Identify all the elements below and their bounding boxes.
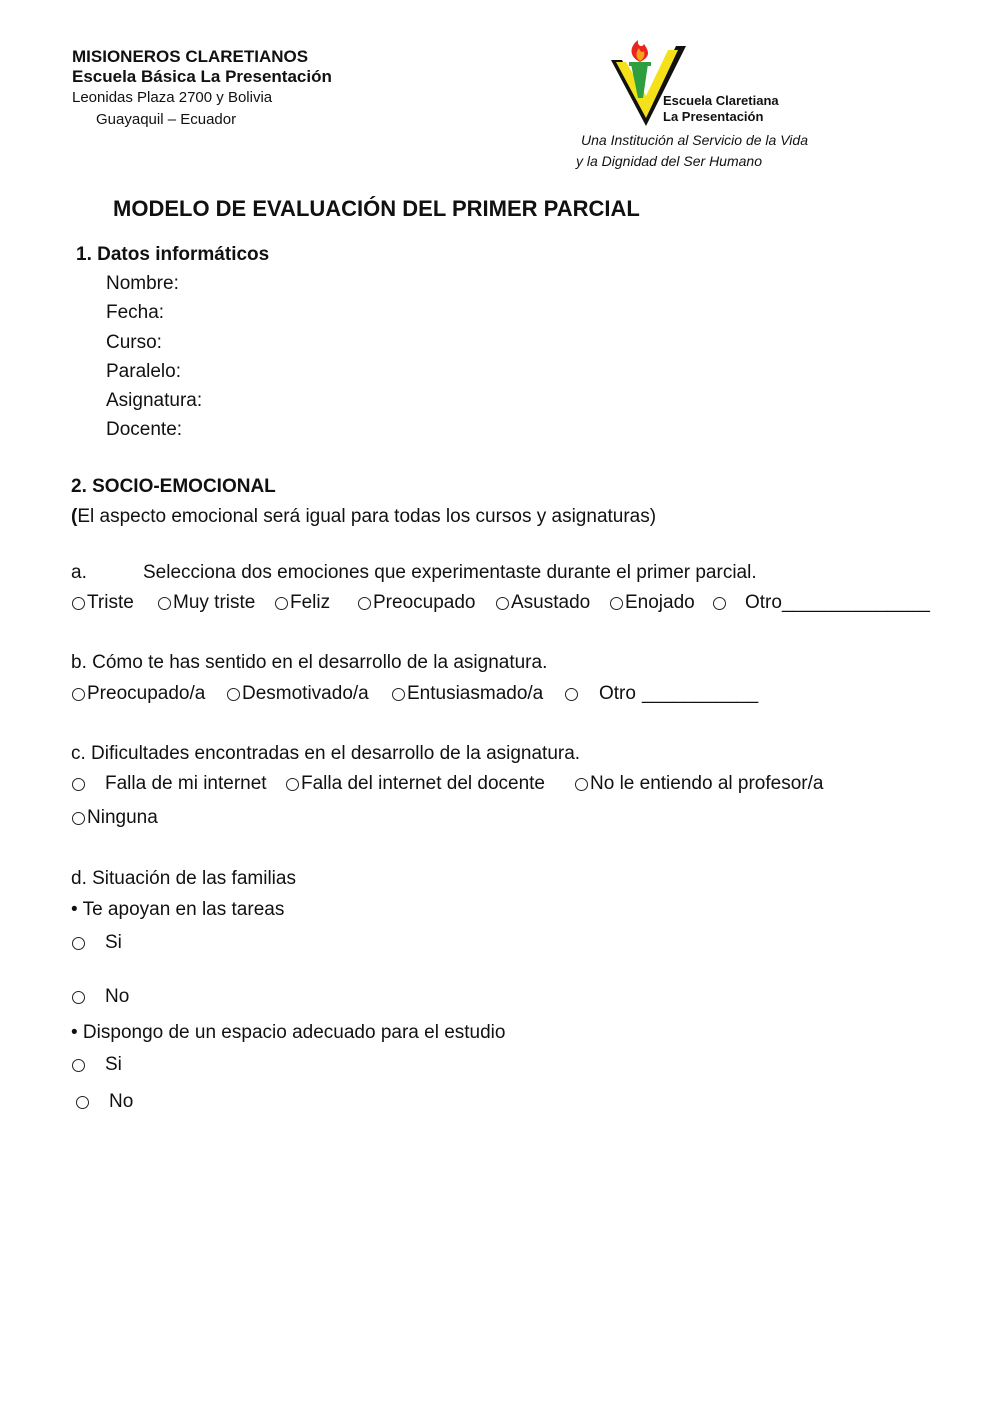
option-label: Falla del internet del docente [301, 773, 545, 794]
radio-icon[interactable] [575, 778, 588, 791]
radio-icon[interactable] [286, 778, 299, 791]
option-a-triste[interactable] [72, 592, 134, 614]
motto-line2: y la Dignidad del Ser Humano [576, 153, 762, 169]
option-c-falla-docente[interactable] [286, 773, 545, 795]
option-label: Ninguna [87, 807, 158, 828]
option-b-desmotivado[interactable] [227, 683, 369, 705]
radio-icon[interactable] [72, 778, 85, 791]
option-a-asustado[interactable] [496, 592, 590, 614]
question-d-text: d. Situación de las familias [71, 868, 296, 889]
radio-icon[interactable] [72, 937, 85, 950]
note-text: El aspecto emocional será igual para todas los cursos y asignaturas) [77, 506, 657, 527]
field-paralelo: Paralelo: [106, 361, 181, 382]
option-a-feliz[interactable] [275, 592, 330, 614]
option-b-entusiasmado[interactable] [392, 683, 543, 705]
motto-line1: Una Institución al Servicio de la Vida [581, 132, 808, 148]
field-docente: Docente: [106, 419, 183, 440]
field-fecha: Fecha: [106, 302, 165, 323]
otro-blank-line[interactable]: ______________ [781, 592, 930, 613]
radio-icon[interactable] [358, 597, 371, 610]
section2-note [71, 506, 656, 528]
school-logo [606, 38, 796, 128]
option-label: Otro [745, 592, 782, 613]
option-label: Asustado [511, 592, 591, 613]
option-d1-no[interactable] [72, 986, 129, 1008]
question-d-item2: • Dispongo de un espacio adecuado para el estudio [71, 1022, 506, 1043]
option-b-otro[interactable] [565, 683, 758, 705]
question-d-item1: • Te apoyan en las tareas [71, 899, 285, 920]
logo-text-line2: La Presentación [663, 109, 764, 124]
radio-icon[interactable] [72, 597, 85, 610]
option-a-otro[interactable] [713, 592, 930, 614]
school-address: Leonidas Plaza 2700 y Bolivia [72, 89, 273, 106]
radio-icon[interactable] [72, 812, 85, 825]
option-label: Preocupado/a [87, 683, 206, 704]
option-label: No le entiendo al profesor/a [590, 773, 824, 794]
radio-icon[interactable] [713, 597, 726, 610]
option-label: No [109, 1091, 134, 1112]
option-a-preocupado[interactable] [358, 592, 475, 614]
section1-heading: 1. Datos informáticos [76, 244, 270, 265]
option-label: Falla de mi internet [105, 773, 267, 794]
radio-icon[interactable] [72, 688, 85, 701]
note-open-paren: ( [71, 506, 78, 527]
option-label: Preocupado [373, 592, 476, 613]
option-c-falla-internet[interactable] [72, 773, 267, 795]
option-label: Triste [87, 592, 134, 613]
radio-icon[interactable] [227, 688, 240, 701]
radio-icon[interactable] [392, 688, 405, 701]
radio-icon[interactable] [565, 688, 578, 701]
option-label: No [105, 986, 130, 1007]
page-title: MODELO DE EVALUACIÓN DEL PRIMER PARCIAL [113, 196, 640, 221]
radio-icon[interactable] [72, 991, 85, 1004]
option-d1-si[interactable] [72, 932, 122, 954]
option-label: Si [105, 1054, 122, 1075]
field-curso: Curso: [106, 332, 162, 353]
otro-blank-line[interactable]: ___________ [641, 683, 759, 704]
radio-icon[interactable] [72, 1059, 85, 1072]
option-label: Enojado [625, 592, 695, 613]
field-asignatura: Asignatura: [106, 390, 203, 411]
school-city: Guayaquil – Ecuador [96, 111, 237, 128]
option-c-ninguna[interactable] [72, 807, 158, 829]
option-label: Entusiasmado/a [407, 683, 544, 704]
radio-icon[interactable] [158, 597, 171, 610]
option-label: Feliz [290, 592, 331, 613]
logo-text-line1: Escuela Claretiana [663, 93, 779, 108]
option-label: Otro [599, 683, 636, 704]
option-a-enojado[interactable] [610, 592, 695, 614]
option-b-preocupado[interactable] [72, 683, 205, 705]
question-a-text: Selecciona dos emociones que experimentaste durante el primer parcial. [143, 562, 757, 583]
option-c-no-entiendo[interactable] [575, 773, 823, 795]
question-a-letter: a. [71, 562, 87, 583]
section2-heading: 2. SOCIO-EMOCIONAL [71, 476, 276, 497]
field-nombre: Nombre: [106, 273, 179, 294]
option-d2-si[interactable] [72, 1054, 122, 1076]
radio-icon[interactable] [610, 597, 623, 610]
question-b-text: b. Cómo te has sentido en el desarrollo de la asignatura. [71, 652, 548, 673]
radio-icon[interactable] [76, 1096, 89, 1109]
radio-icon[interactable] [496, 597, 509, 610]
option-label: Si [105, 932, 122, 953]
option-a-muy-triste[interactable] [158, 592, 255, 614]
option-label: Muy triste [173, 592, 256, 613]
radio-icon[interactable] [275, 597, 288, 610]
org-name: MISIONEROS CLARETIANOS [72, 47, 309, 66]
question-c-text: c. Dificultades encontradas en el desarrollo de la asignatura. [71, 743, 581, 764]
school-name: Escuela Básica La Presentación [72, 67, 332, 86]
option-d2-no[interactable] [76, 1091, 133, 1113]
option-label: Desmotivado/a [242, 683, 369, 704]
